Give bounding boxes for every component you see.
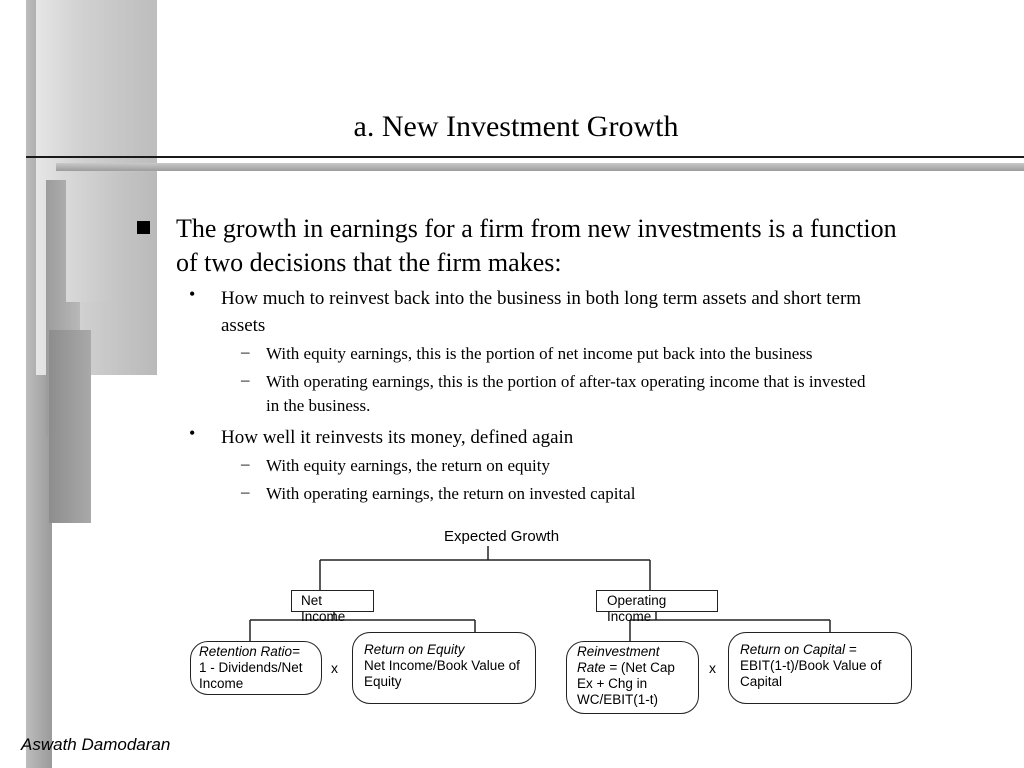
footer-author: Aswath Damodaran xyxy=(21,735,171,754)
dot-bullet: • xyxy=(189,423,196,443)
title-rule-shadow xyxy=(56,163,1024,171)
return-on-capital-node xyxy=(728,632,912,704)
operating-income-node: Operating Income xyxy=(596,590,718,612)
slide-title: a. New Investment Growth xyxy=(353,110,679,143)
net-income-node: Net Income xyxy=(291,590,374,612)
reinvest-body-2: (Net Cap xyxy=(620,660,675,675)
decor-bar-5 xyxy=(66,172,125,302)
dot-bullet: • xyxy=(189,284,196,304)
roc-body-1: EBIT(1-t)/Book Value of xyxy=(740,658,882,673)
dash-bullet: – xyxy=(241,342,250,361)
decor-bar-6 xyxy=(80,0,157,172)
square-bullet xyxy=(137,221,150,234)
reinvest-body-3: Ex + Chg in xyxy=(577,676,648,691)
sub-sub-bullet-cont: in the business. xyxy=(266,396,371,415)
sub-bullet-1-line2: assets xyxy=(221,315,266,336)
sub-sub-bullet: With operating earnings, this is the portion of after-tax operating income that is invested xyxy=(266,372,866,391)
title-rule xyxy=(26,156,1024,158)
roc-head: Return on Capital = xyxy=(740,642,857,657)
multiply-sign: x xyxy=(709,660,716,676)
reinvest-head-1: Reinvestment xyxy=(577,644,660,659)
roc-body-2: Capital xyxy=(740,674,783,689)
reinvest-body-4: WC/EBIT(1-t) xyxy=(577,692,658,707)
return-on-equity-node xyxy=(352,632,536,704)
main-bullet-line2: of two decisions that the firm makes: xyxy=(176,248,562,277)
dash-bullet: – xyxy=(241,454,250,473)
sub-sub-bullet: With equity earnings, the return on equity xyxy=(266,456,550,475)
diagram-root: Expected Growth xyxy=(444,528,560,545)
roe-head: Return on Equity xyxy=(364,642,465,657)
sub-sub-bullet: With equity earnings, this is the portion of net income put back into the business xyxy=(266,344,813,363)
sub-sub-bullet: With operating earnings, the return on invested capital xyxy=(266,484,636,503)
roe-body-2: Equity xyxy=(364,674,402,689)
main-bullet-line1: The growth in earnings for a firm from new investments is a function xyxy=(176,214,897,243)
reinvest-head-2: Rate = xyxy=(577,660,621,675)
sub-bullet-2-line1: How well it reinvests its money, defined again xyxy=(221,427,574,448)
roe-body-1: Net Income/Book Value of xyxy=(364,658,520,673)
retention-ratio-body-2: Income xyxy=(199,676,244,691)
retention-ratio-body-1: 1 - Dividends/Net xyxy=(199,660,303,675)
retention-ratio-head: Retention Ratio= xyxy=(199,644,300,659)
decor-bar-4 xyxy=(49,330,91,523)
retention-ratio-node xyxy=(190,641,322,695)
multiply-sign: x xyxy=(331,660,338,676)
dash-bullet: – xyxy=(241,370,250,389)
reinvestment-rate-node xyxy=(566,641,699,714)
sub-bullet-1-line1: How much to reinvest back into the business in both long term assets and short term xyxy=(221,288,862,309)
dash-bullet: – xyxy=(241,482,250,501)
